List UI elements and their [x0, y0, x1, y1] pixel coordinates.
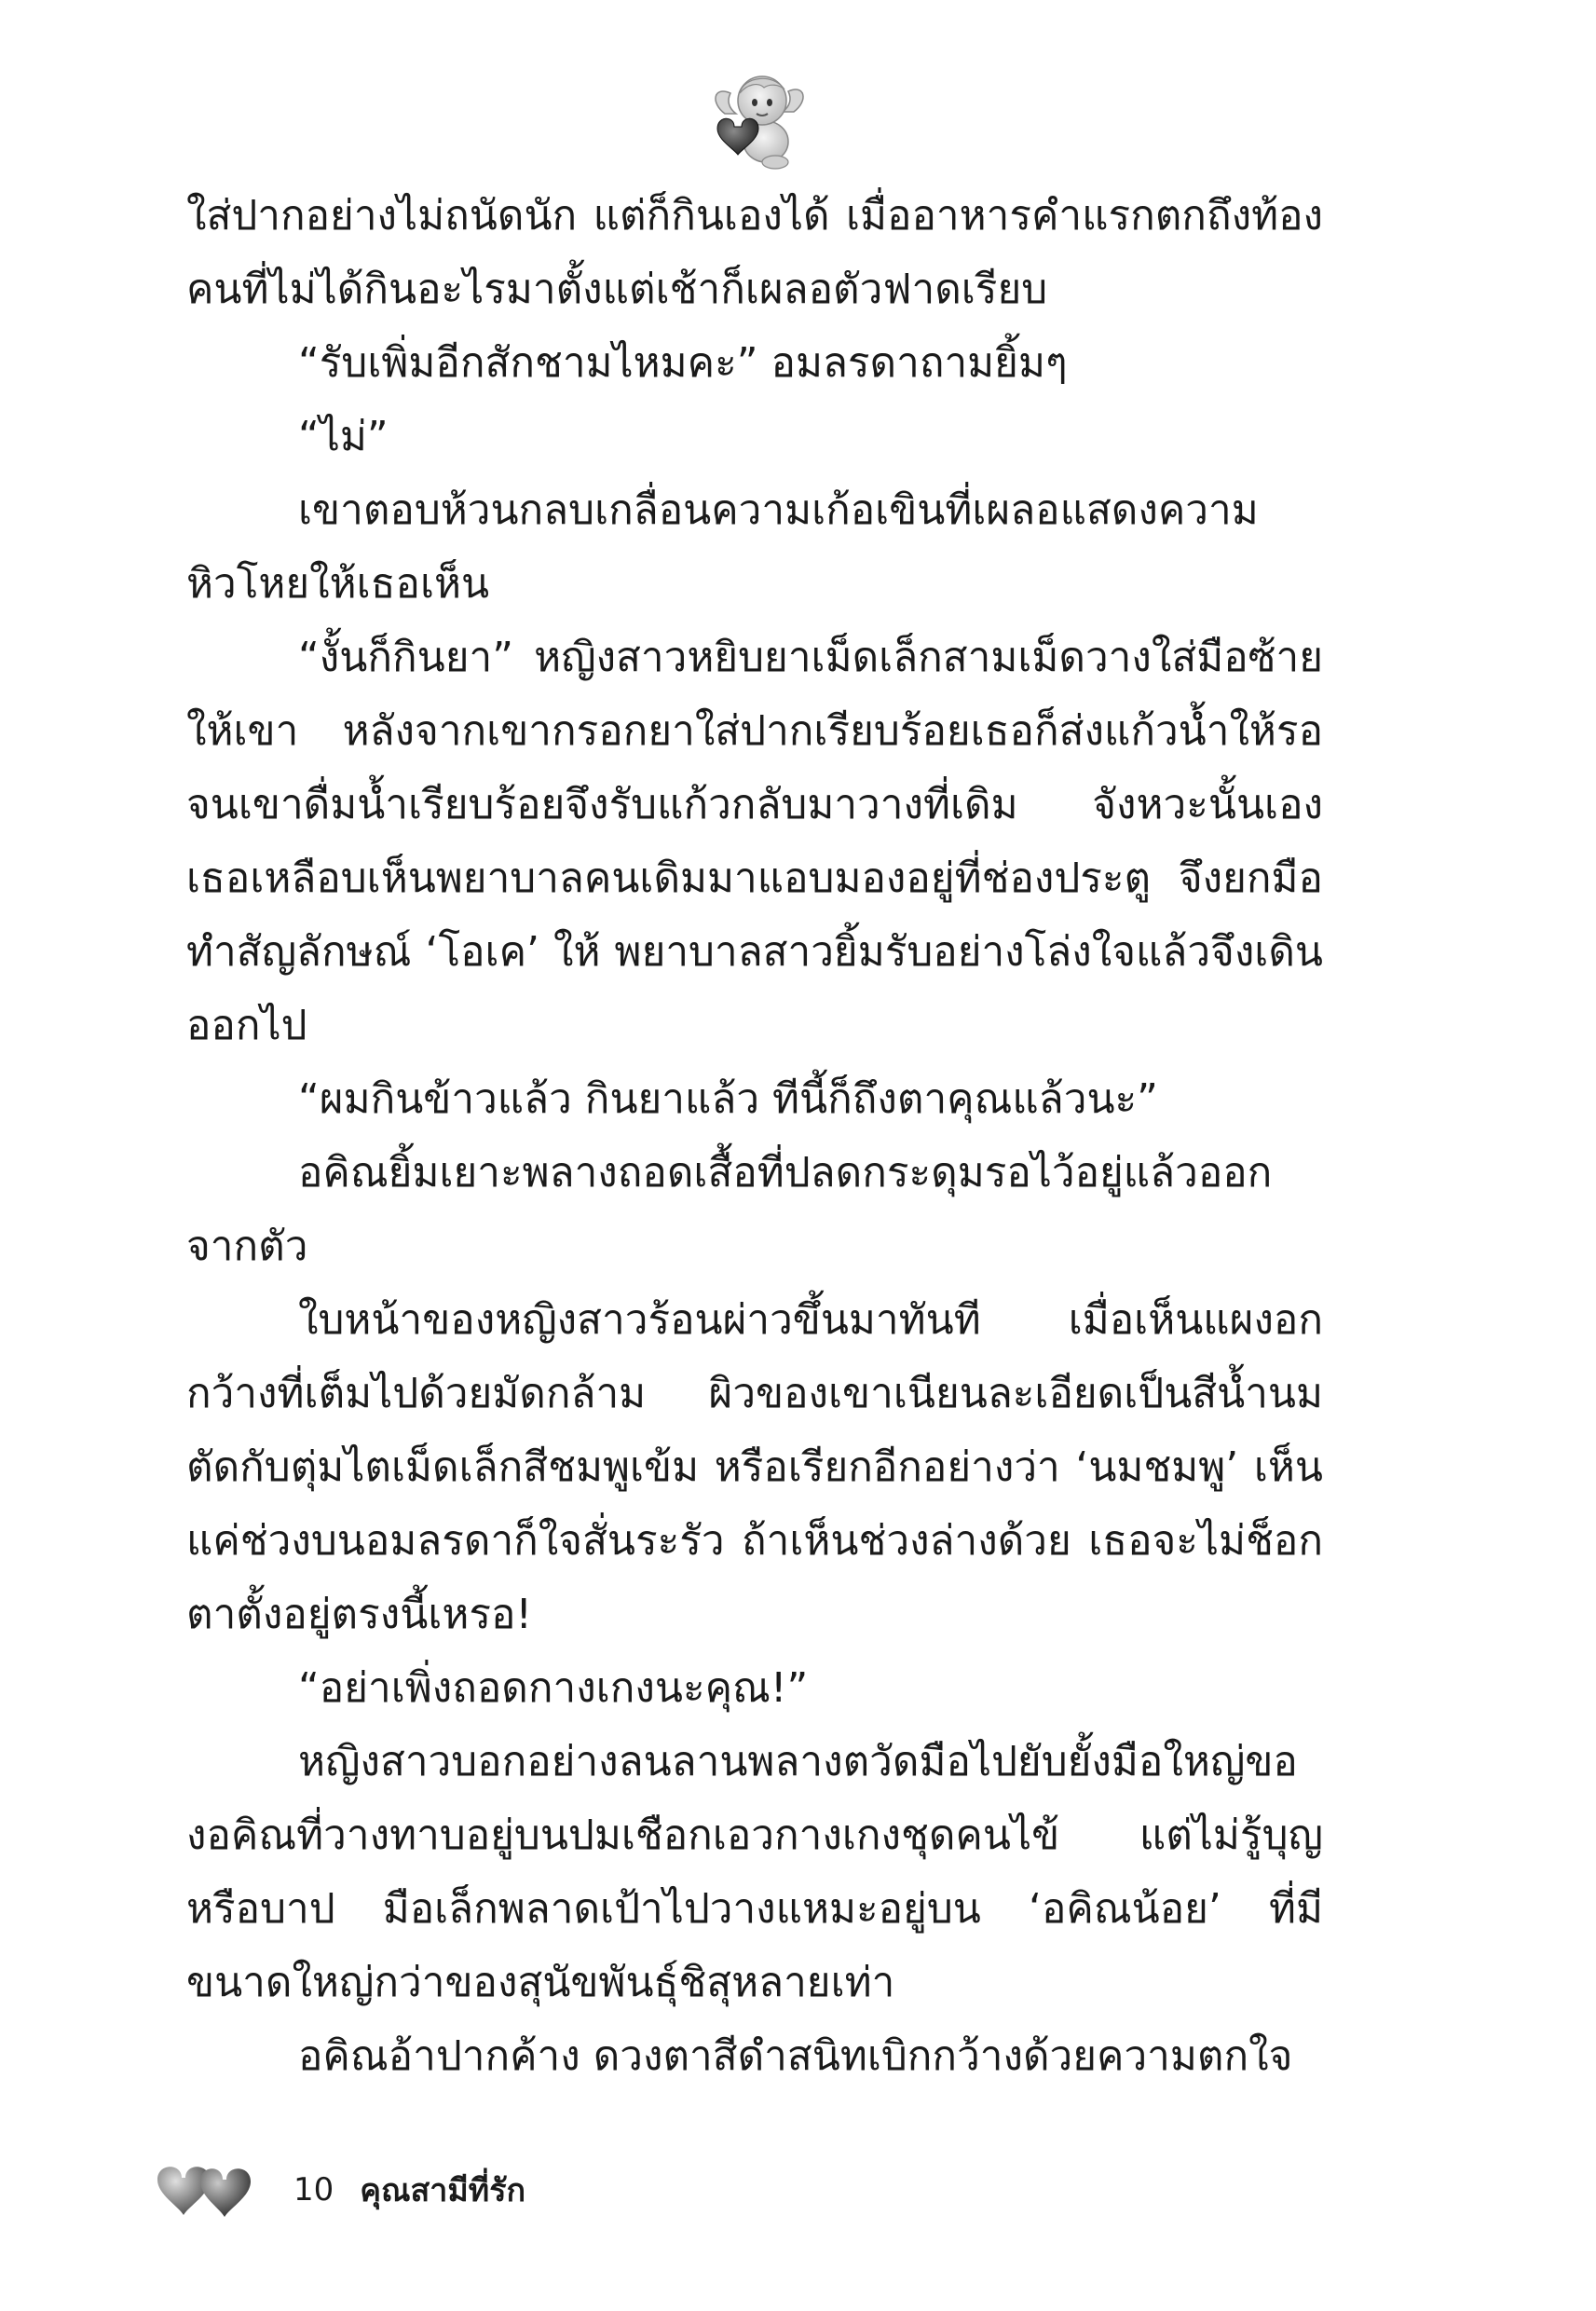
paragraph: “ไม่”	[298, 413, 389, 460]
paragraph: “อย่าเพิ่งถอดกางเกงนะคุณ!”	[298, 1664, 809, 1712]
two-hearts-icon	[154, 2157, 256, 2222]
paragraph: เขาตอบห้วนกลบเกลื่อนความเก้อเขินที่เผลอแสดงความหิวโหยให้เธอเห็น	[186, 486, 1259, 608]
paragraph: ใบหน้าของหญิงสาวร้อนผ่าวขึ้นมาทันที เมื่อเห็นแผงอกกว้างที่เต็มไปด้วยมัดกล้าม ผิวของเขาเนียนละเอียดเป็นสีน้ำนม ตัดกับตุ่มไตเม็ดเล็กสีชมพูเข้ม หรือเรียกอีกอย่างว่า ‘นมชมพู’ เห็นแค่ช่วงบนอมลรดาก็ใจสั่นระรัว ถ้าเห็นช่วงล่างด้วย เธอจะไม่ช็อกตาตั้งอยู่ตรงนี้เหรอ!	[186, 1296, 1323, 1638]
book-title: คุณสามีที่รัก	[360, 2172, 526, 2209]
paragraph: ใส่ปากอย่างไม่ถนัดนัก แต่ก็กินเองได้ เมื่ออาหารคำแรกตกถึงท้องคนที่ไม่ได้กินอะไรมาตั้งแต่เช้าก็เผลอตัวฟาดเรียบ	[186, 192, 1323, 313]
body-text	[186, 179, 1323, 2093]
paragraph: หญิงสาวบอกอย่างลนลานพลางตวัดมือไปยับยั้งมือใหญ่ของอคิณที่วางทาบอยู่บนปมเชือกเอวกางเกงชุดคนไข้ แต่ไม่รู้บุญหรือบาป มือเล็กพลาดเป้าไปวางแหมะอยู่บน ‘อคิณน้อย’ ที่มีขนาดใหญ่กว่าของสุนัขพันธุ์ชิสุหลายเท่า	[186, 1738, 1323, 2006]
paragraph: “ผมกินข้าวแล้ว กินยาแล้ว ทีนี้ก็ถึงตาคุณแล้วนะ”	[298, 1075, 1158, 1123]
page-footer	[154, 2153, 525, 2227]
paragraph: “รับเพิ่มอีกสักชามไหมคะ” อมลรดาถามยิ้มๆ	[298, 339, 1068, 387]
paragraph: “งั้นก็กินยา” หญิงสาวหยิบยาเม็ดเล็กสามเม็ดวางใส่มือซ้ายให้เขา หลังจากเขากรอกยาใส่ปากเรียบร้อยเธอก็ส่งแก้วน้ำให้รอจนเขาดื่มน้ำเรียบร้อยจึงรับแก้วกลับมาวางที่เดิม จังหวะนั้นเองเธอเหลือบเห็นพยาบาลคนเดิมมาแอบมองอยู่ที่ช่องประตู จึงยกมือทำสัญลักษณ์ ‘โอเค’ ให้ พยาบาลสาวยิ้มรับอย่างโล่งใจแล้วจึงเดินออกไป	[186, 634, 1323, 1049]
paragraph: อคิณอ้าปากค้าง ดวงตาสีดำสนิทเบิกกว้างด้วยความตกใจ	[298, 2032, 1293, 2080]
cupid-with-heart-icon	[708, 65, 811, 172]
page-number: 10	[293, 2171, 334, 2208]
paragraph: อคิณยิ้มเยาะพลางถอดเสื้อที่ปลดกระดุมรอไว้อยู่แล้วออกจากตัว	[186, 1149, 1273, 1270]
